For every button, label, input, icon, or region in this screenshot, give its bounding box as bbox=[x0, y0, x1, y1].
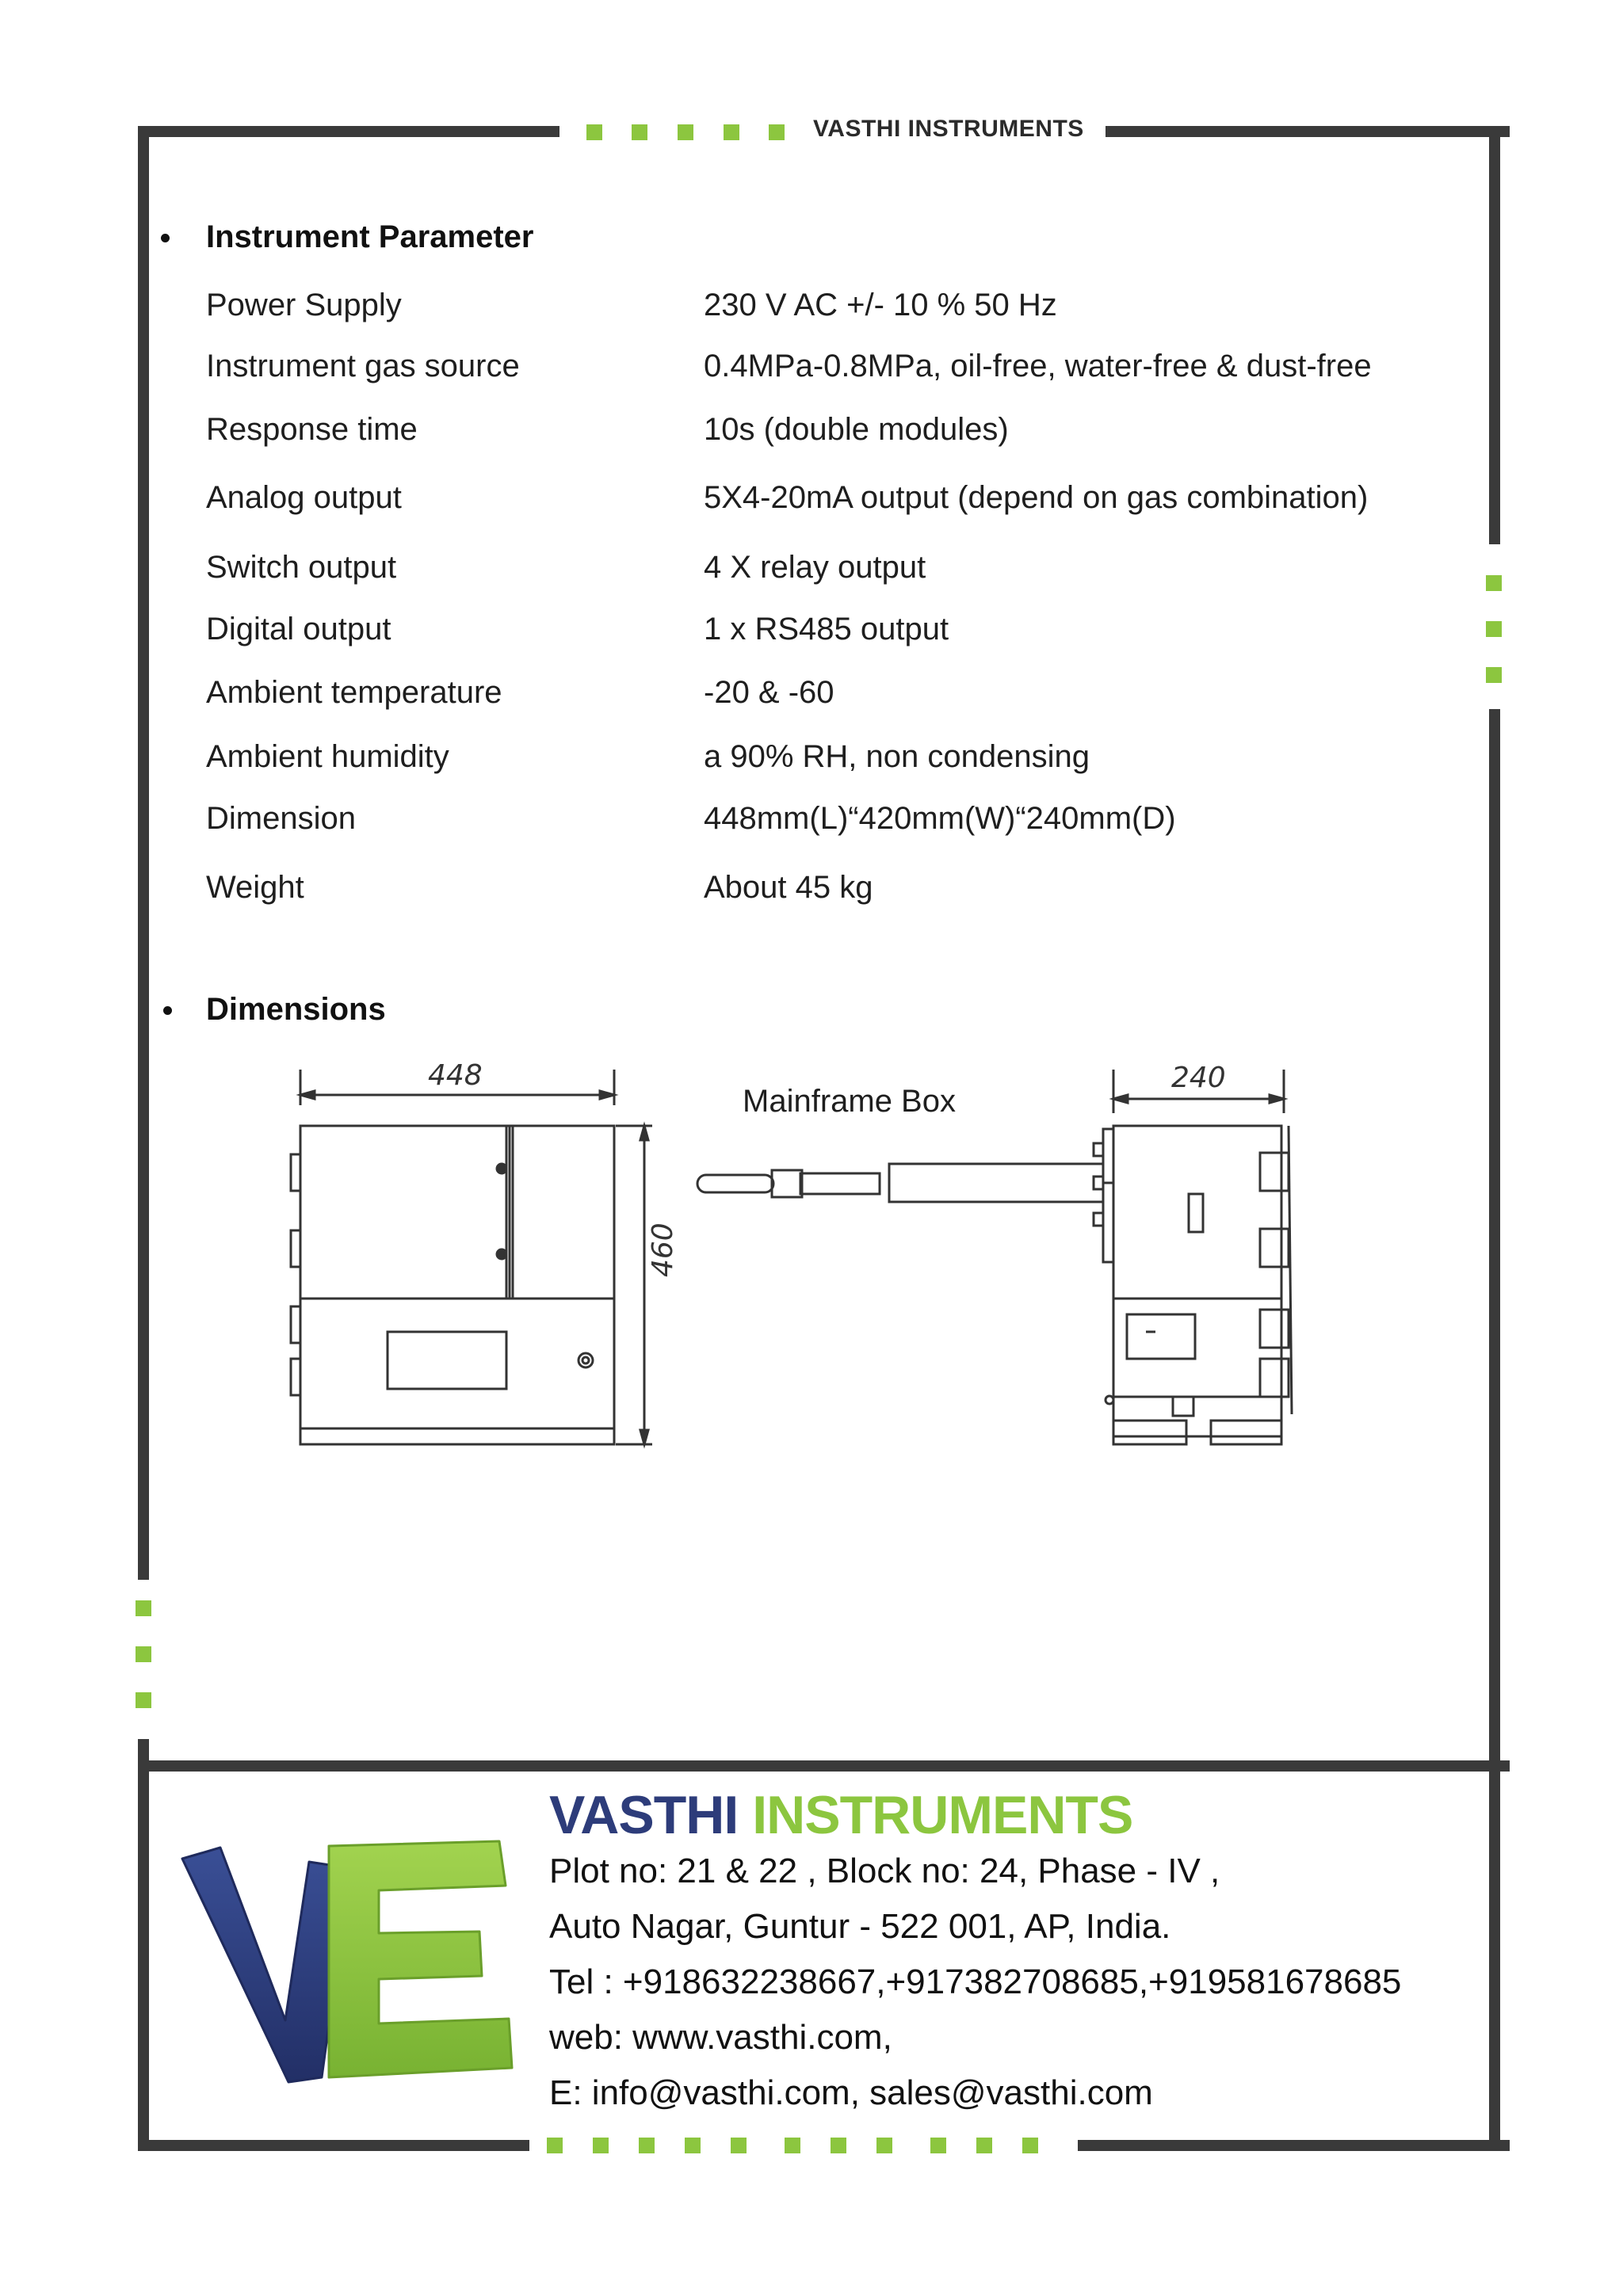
param-label: Digital output bbox=[206, 612, 391, 646]
section-title-instrument-parameter: Instrument Parameter bbox=[206, 219, 534, 254]
mainframe-caption: Mainframe Box bbox=[743, 1084, 956, 1119]
header-brand: VASTHI INSTRUMENTS bbox=[813, 116, 1084, 142]
side-view-drawing bbox=[682, 1066, 1300, 1462]
param-label: Dimension bbox=[206, 801, 356, 836]
section-title-dimensions: Dimensions bbox=[206, 992, 386, 1027]
param-value: About 45 kg bbox=[704, 870, 873, 905]
address-line-2: Auto Nagar, Guntur - 522 001, AP, India. bbox=[549, 1907, 1171, 1946]
param-value: 230 V AC +/- 10 % 50 Hz bbox=[704, 288, 1057, 322]
frame-right-upper bbox=[1489, 126, 1500, 544]
param-value: 10s (double modules) bbox=[704, 412, 1009, 447]
param-value: 4 X relay output bbox=[704, 550, 926, 585]
website-line[interactable]: web: www.vasthi.com, bbox=[549, 2018, 892, 2057]
param-label: Ambient temperature bbox=[206, 675, 502, 710]
footer-brand-vasthi: VASTHI bbox=[549, 1785, 739, 1845]
front-view-drawing bbox=[281, 1066, 678, 1462]
width-dimension-label: 448 bbox=[428, 1059, 483, 1092]
footer-brand bbox=[549, 1784, 1132, 1846]
email-line[interactable]: E: info@vasthi.com, sales@vasthi.com bbox=[549, 2073, 1153, 2112]
param-label: Weight bbox=[206, 870, 304, 905]
param-value: 0.4MPa-0.8MPa, oil-free, water-free & dust-free bbox=[704, 349, 1372, 383]
param-value: -20 & -60 bbox=[704, 675, 834, 710]
param-value: 5X4-20mA output (depend on gas combination) bbox=[704, 480, 1369, 515]
param-value: 448mm(L)“420mm(W)“240mm(D) bbox=[704, 801, 1176, 836]
frame-top-left bbox=[138, 126, 559, 137]
param-label: Switch output bbox=[206, 550, 397, 585]
param-label: Response time bbox=[206, 412, 418, 447]
param-label: Instrument gas source bbox=[206, 349, 520, 383]
frame-left-upper bbox=[138, 126, 149, 1580]
param-label: Power Supply bbox=[206, 288, 402, 322]
address-line-1: Plot no: 21 & 22 , Block no: 24, Phase - IV , bbox=[549, 1852, 1220, 1890]
telephone-line: Tel : +918632238667,+917382708685,+919581678685 bbox=[549, 1962, 1402, 2001]
frame-top-right bbox=[1106, 126, 1510, 137]
footer-brand-instruments: INSTRUMENTS bbox=[752, 1785, 1133, 1845]
section-bullet bbox=[161, 234, 170, 242]
param-value: a 90% RH, non condensing bbox=[704, 739, 1090, 774]
param-label: Analog output bbox=[206, 480, 402, 515]
frame-right-lower bbox=[1489, 709, 1500, 2151]
frame-left-lower bbox=[138, 1739, 149, 2151]
param-value: 1 x RS485 output bbox=[704, 612, 949, 646]
height-dimension-label: 460 bbox=[647, 1222, 679, 1277]
frame-bottom-right bbox=[1078, 2140, 1510, 2151]
section-bullet bbox=[163, 1006, 172, 1015]
param-label: Ambient humidity bbox=[206, 739, 449, 774]
vasthi-logo bbox=[166, 1830, 523, 2092]
frame-divider bbox=[138, 1760, 1510, 1772]
frame-bottom-left bbox=[138, 2140, 529, 2151]
depth-dimension-label: 240 bbox=[1171, 1062, 1226, 1094]
